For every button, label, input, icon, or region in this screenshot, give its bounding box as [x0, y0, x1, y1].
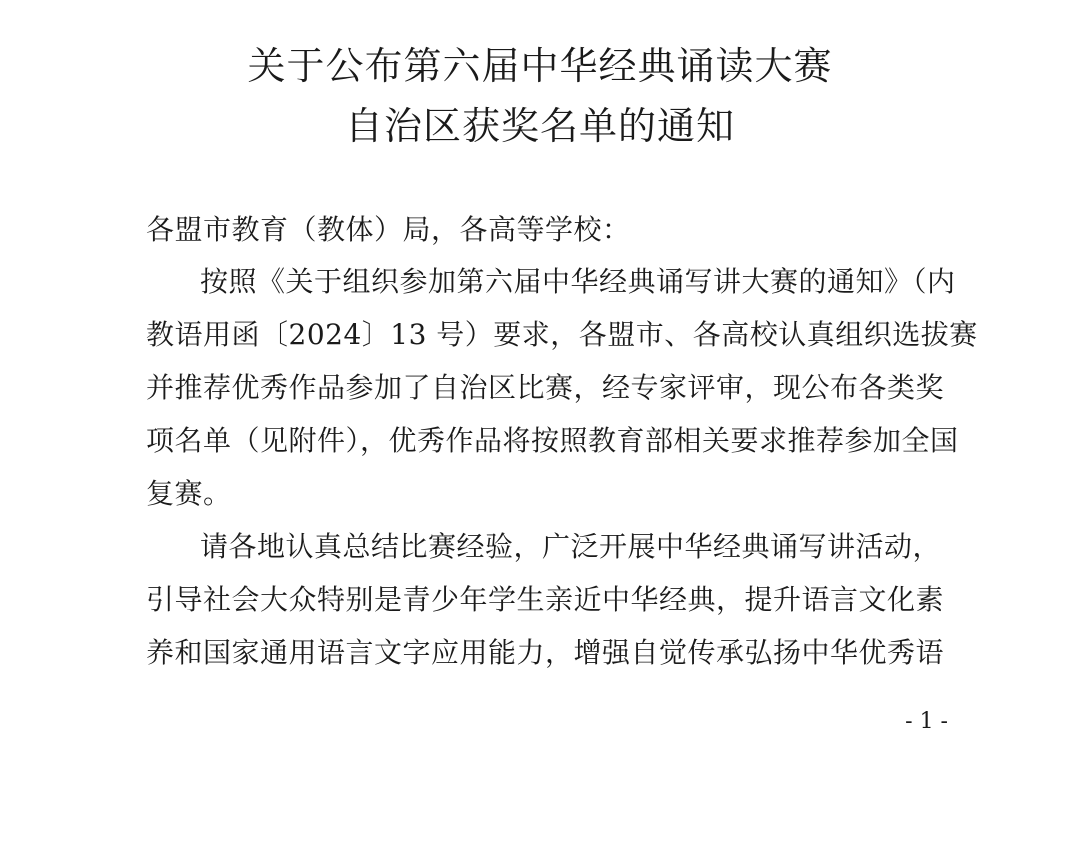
paragraph-1-line-1: 按照《关于组织参加第六届中华经典诵写讲大赛的通知》（内	[200, 265, 956, 298]
paragraph-1-line-3: 并推荐优秀作品参加了自治区比赛，经专家评审，现公布各类奖	[146, 371, 945, 404]
salutation: 各盟市教育（教体）局，各高等学校：	[146, 213, 631, 246]
paragraph-1-line-4: 项名单（见附件），优秀作品将按照教育部相关要求推荐参加全国	[146, 424, 959, 457]
paragraph-2-line-2: 引导社会大众特别是青少年学生亲近中华经典，提升语言文化素	[146, 583, 945, 616]
paragraph-2-line-3: 养和国家通用语言文字应用能力，增强自觉传承弘扬中华优秀语	[146, 636, 945, 669]
page-number: - 1 -	[905, 709, 948, 734]
document-title-line-2: 自治区获奖名单的通知	[344, 104, 735, 148]
document-title-line-1: 关于公布第六届中华经典诵读大赛	[247, 44, 833, 88]
paragraph-2-line-1: 请各地认真总结比赛经验，广泛开展中华经典诵写讲活动，	[200, 530, 942, 563]
paragraph-1-line-5: 复赛。	[146, 477, 232, 510]
paragraph-1-line-2: 教语用函〔2024〕13 号）要求，各盟市、各高校认真组织选拔赛	[146, 318, 978, 351]
